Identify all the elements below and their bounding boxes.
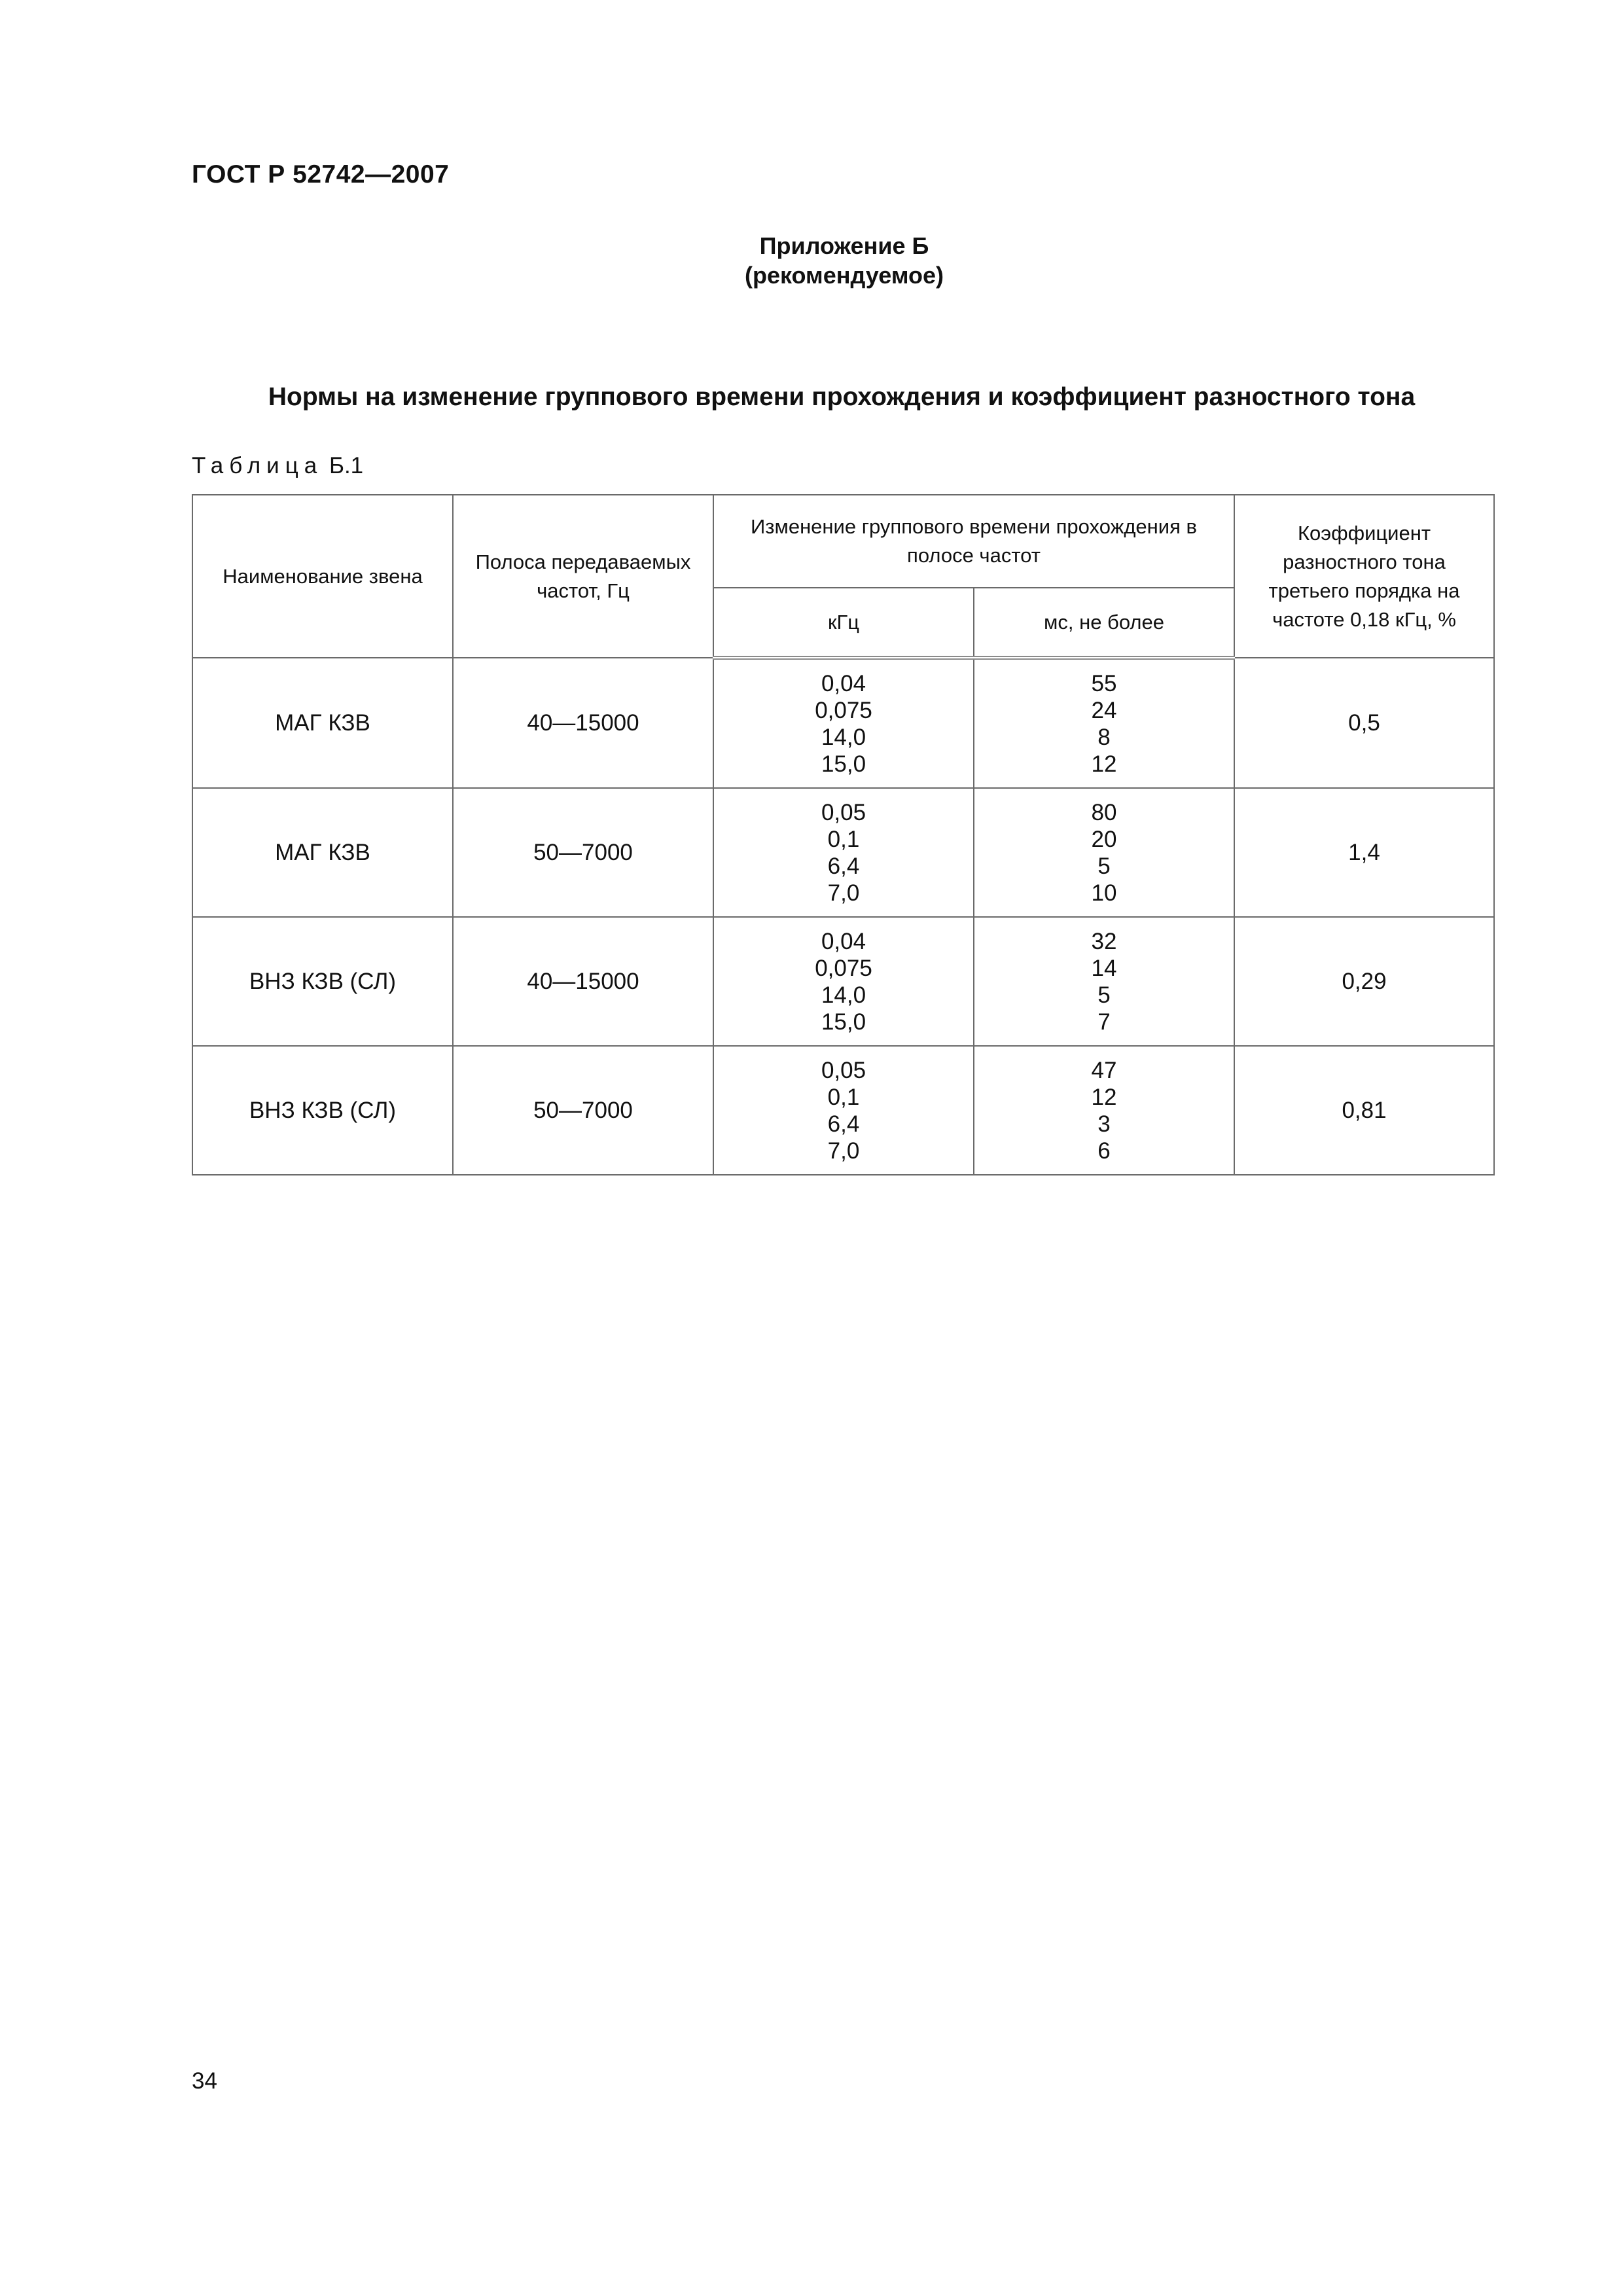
- khz-value: 0,075: [815, 697, 872, 723]
- ms-value: 80: [1091, 799, 1117, 825]
- table-row: [192, 658, 1494, 788]
- khz-value: 0,04: [821, 928, 866, 954]
- cell-link-name: ВНЗ КЗВ (СЛ): [192, 1046, 453, 1175]
- cell-ms-values: [974, 658, 1234, 788]
- khz-value: 7,0: [827, 1138, 860, 1164]
- khz-value: 14,0: [821, 982, 866, 1008]
- table-row: [192, 1046, 1494, 1175]
- ms-value: 47: [1091, 1057, 1117, 1083]
- cell-link-name: МАГ КЗВ: [192, 658, 453, 788]
- ms-value: 14: [1091, 955, 1117, 981]
- cell-band: 40—15000: [453, 658, 713, 788]
- appendix-status: (рекомендуемое): [745, 262, 944, 289]
- khz-value: 7,0: [827, 880, 860, 906]
- cell-khz-values: [713, 917, 974, 1046]
- cell-coefficient: 0,29: [1234, 917, 1494, 1046]
- khz-value: 15,0: [821, 1009, 866, 1035]
- cell-link-name: ВНЗ КЗВ (СЛ): [192, 917, 453, 1046]
- cell-khz-values: [713, 788, 974, 917]
- cell-band: 50—7000: [453, 1046, 713, 1175]
- document-code: ГОСТ Р 52742—2007: [192, 160, 450, 188]
- table-caption-word: Таблица: [192, 453, 323, 478]
- khz-value: 14,0: [821, 724, 866, 750]
- khz-value: 0,05: [821, 1057, 866, 1083]
- header-link-name: Наименование звена: [192, 495, 453, 658]
- ms-value: 8: [1097, 724, 1111, 750]
- cell-coefficient: 0,81: [1234, 1046, 1494, 1175]
- ms-value: 10: [1091, 880, 1117, 906]
- ms-value: 12: [1091, 751, 1117, 777]
- table-caption: [192, 453, 363, 479]
- ms-value: 20: [1091, 826, 1117, 852]
- header-coefficient: Коэффициент разностного тона третьего порядка на частоте 0,18 кГц, %: [1234, 495, 1494, 658]
- ms-value: 32: [1091, 928, 1117, 954]
- page-number: 34: [192, 2068, 217, 2094]
- cell-ms-values: [974, 788, 1234, 917]
- header-delay-group: Изменение группового времени прохождения в полосе частот: [713, 495, 1234, 588]
- header-band: Полоса передаваемых частот, Гц: [453, 495, 713, 658]
- khz-value: 0,1: [827, 826, 860, 852]
- appendix-heading: [0, 231, 1623, 290]
- ms-value: 7: [1097, 1009, 1111, 1035]
- khz-value: 0,075: [815, 955, 872, 981]
- cell-ms-values: [974, 1046, 1234, 1175]
- ms-value: 5: [1097, 853, 1111, 879]
- khz-value: 6,4: [827, 853, 860, 879]
- appendix-title: Приложение Б: [759, 232, 929, 259]
- khz-value: 0,1: [827, 1084, 860, 1110]
- cell-coefficient: 0,5: [1234, 658, 1494, 788]
- cell-ms-values: [974, 917, 1234, 1046]
- khz-value: 0,04: [821, 670, 866, 696]
- ms-value: 3: [1097, 1111, 1111, 1137]
- khz-value: 15,0: [821, 751, 866, 777]
- ms-value: 55: [1091, 670, 1117, 696]
- cell-band: 50—7000: [453, 788, 713, 917]
- cell-band: 40—15000: [453, 917, 713, 1046]
- table-row: [192, 788, 1494, 917]
- table-caption-number: Б.1: [329, 453, 364, 478]
- section-title: Нормы на изменение группового времени прохождения и коэффициент разностного тона: [268, 383, 1416, 411]
- khz-value: 0,05: [821, 799, 866, 825]
- cell-link-name: МАГ КЗВ: [192, 788, 453, 917]
- header-ms: мс, не более: [974, 588, 1234, 658]
- ms-value: 24: [1091, 697, 1117, 723]
- ms-value: 5: [1097, 982, 1111, 1008]
- khz-value: 6,4: [827, 1111, 860, 1137]
- header-khz: кГц: [713, 588, 974, 658]
- table-row: [192, 917, 1494, 1046]
- cell-khz-values: [713, 658, 974, 788]
- norms-table: [192, 494, 1495, 1175]
- cell-khz-values: [713, 1046, 974, 1175]
- ms-value: 12: [1091, 1084, 1117, 1110]
- ms-value: 6: [1097, 1138, 1111, 1164]
- cell-coefficient: 1,4: [1234, 788, 1494, 917]
